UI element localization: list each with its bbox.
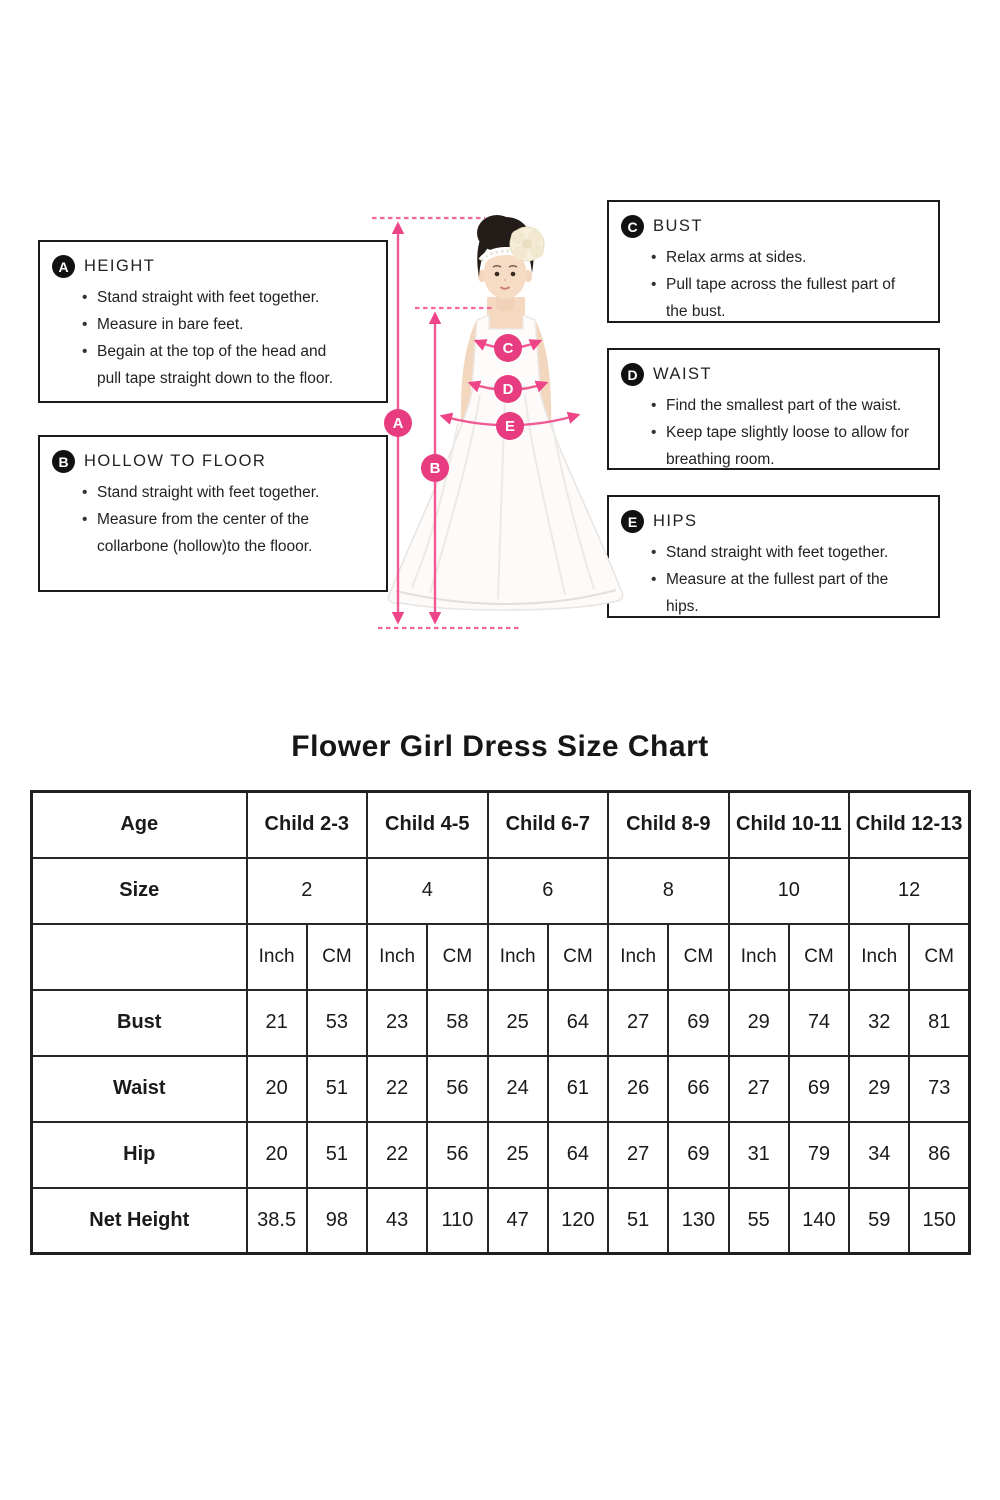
guide-box-height-header xyxy=(52,255,376,278)
table-cell: 69 xyxy=(668,990,728,1056)
unit-header: CM xyxy=(427,924,487,990)
table-cell: 64 xyxy=(548,990,608,1056)
table-cell: 25 xyxy=(488,1122,548,1188)
table-row-units xyxy=(32,924,970,990)
unit-header: Inch xyxy=(247,924,307,990)
bullet: • Pull tape across the fullest part of the bust. xyxy=(651,271,919,325)
table-cell: 29 xyxy=(729,990,789,1056)
size-value: 4 xyxy=(367,858,488,924)
age-row-header: Age xyxy=(32,792,247,858)
table-row-waist xyxy=(32,1056,970,1122)
girl-eye xyxy=(511,272,516,277)
guide-box-hips xyxy=(607,495,940,618)
table-cell: 20 xyxy=(247,1056,307,1122)
table-cell: 59 xyxy=(849,1188,909,1254)
size-value: 12 xyxy=(849,858,970,924)
bullet: • Stand straight with feet together. xyxy=(82,284,347,311)
guide-box-waist-bullets xyxy=(651,392,919,473)
table-cell: 51 xyxy=(307,1122,367,1188)
table-cell: 74 xyxy=(789,990,849,1056)
bullet: • Stand straight with feet together. xyxy=(651,539,919,566)
flower-ornament xyxy=(510,227,544,261)
table-row-bust xyxy=(32,990,970,1056)
table-cell: 86 xyxy=(909,1122,969,1188)
units-row-empty-cell xyxy=(32,924,247,990)
table-row-age xyxy=(32,792,970,858)
table-cell: 69 xyxy=(668,1122,728,1188)
flower-girl-figure xyxy=(360,195,650,660)
size-row-header: Size xyxy=(32,858,247,924)
unit-header: Inch xyxy=(367,924,427,990)
letter-b-badge: B xyxy=(52,450,75,473)
table-cell: 27 xyxy=(608,1122,668,1188)
unit-header: CM xyxy=(307,924,367,990)
table-cell: 73 xyxy=(909,1056,969,1122)
girl-eye xyxy=(495,272,500,277)
guide-box-height-title: HEIGHT xyxy=(84,257,156,275)
marker-c-letter: C xyxy=(502,340,514,357)
measuring-guide-section xyxy=(0,0,1000,700)
table-cell: 69 xyxy=(789,1056,849,1122)
age-col-header: Child 12-13 xyxy=(849,792,970,858)
guide-box-hollow-title: HOLLOW TO FLOOR xyxy=(84,452,267,470)
letter-d-badge: D xyxy=(621,363,644,386)
guide-box-hips-title: HIPS xyxy=(653,512,698,530)
guide-box-waist xyxy=(607,348,940,470)
bust-row-header: Bust xyxy=(32,990,247,1056)
table-cell: 51 xyxy=(307,1056,367,1122)
letter-c-badge: C xyxy=(621,215,644,238)
table-cell: 61 xyxy=(548,1056,608,1122)
guide-box-bust-bullets xyxy=(651,244,919,325)
size-value: 6 xyxy=(488,858,609,924)
table-cell: 79 xyxy=(789,1122,849,1188)
unit-header: CM xyxy=(789,924,849,990)
net-height-row-header: Net Height xyxy=(32,1188,247,1254)
table-cell: 55 xyxy=(729,1188,789,1254)
table-cell: 51 xyxy=(608,1188,668,1254)
guide-box-bust xyxy=(607,200,940,323)
unit-header: CM xyxy=(909,924,969,990)
bullet: • Relax arms at sides. xyxy=(651,244,919,271)
marker-d-letter: D xyxy=(502,381,514,398)
marker-e-letter: E xyxy=(504,418,516,435)
table-cell: 150 xyxy=(909,1188,969,1254)
waist-row-header: Waist xyxy=(32,1056,247,1122)
table-row-size xyxy=(32,858,970,924)
table-cell: 81 xyxy=(909,990,969,1056)
table-cell: 34 xyxy=(849,1122,909,1188)
guide-box-waist-title: WAIST xyxy=(653,365,713,383)
table-cell: 27 xyxy=(729,1056,789,1122)
size-value: 10 xyxy=(729,858,850,924)
letter-a-badge: A xyxy=(52,255,75,278)
guide-box-waist-header xyxy=(621,363,928,386)
size-chart-table xyxy=(30,790,971,1255)
table-cell: 32 xyxy=(849,990,909,1056)
age-col-header: Child 8-9 xyxy=(608,792,729,858)
table-cell: 130 xyxy=(668,1188,728,1254)
bullet: • Measure from the center of the collarbone (hollow)to the flooor. xyxy=(82,506,347,560)
table-cell: 22 xyxy=(367,1056,427,1122)
table-cell: 58 xyxy=(427,990,487,1056)
table-cell: 56 xyxy=(427,1056,487,1122)
table-cell: 31 xyxy=(729,1122,789,1188)
table-cell: 25 xyxy=(488,990,548,1056)
age-col-header: Child 2-3 xyxy=(247,792,368,858)
unit-header: Inch xyxy=(608,924,668,990)
guide-box-hollow-bullets xyxy=(82,479,347,560)
table-cell: 27 xyxy=(608,990,668,1056)
table-cell: 24 xyxy=(488,1056,548,1122)
table-cell: 22 xyxy=(367,1122,427,1188)
table-cell: 43 xyxy=(367,1188,427,1254)
unit-header: CM xyxy=(548,924,608,990)
table-cell: 56 xyxy=(427,1122,487,1188)
bullet: • Stand straight with feet together. xyxy=(82,479,347,506)
table-row-hip xyxy=(32,1122,970,1188)
unit-header: Inch xyxy=(849,924,909,990)
guide-box-bust-header xyxy=(621,215,928,238)
table-cell: 20 xyxy=(247,1122,307,1188)
table-cell: 38.5 xyxy=(247,1188,307,1254)
guide-box-height-bullets xyxy=(82,284,347,392)
guide-box-hips-header xyxy=(621,510,928,533)
bullet: • Measure at the fullest part of the hips. xyxy=(651,566,919,620)
table-cell: 53 xyxy=(307,990,367,1056)
unit-header: Inch xyxy=(729,924,789,990)
guide-box-height xyxy=(38,240,388,403)
table-cell: 98 xyxy=(307,1188,367,1254)
age-col-header: Child 4-5 xyxy=(367,792,488,858)
bullet: • Measure in bare feet. xyxy=(82,311,347,338)
size-value: 8 xyxy=(608,858,729,924)
table-cell: 23 xyxy=(367,990,427,1056)
table-cell: 29 xyxy=(849,1056,909,1122)
page-title: Flower Girl Dress Size Chart xyxy=(291,730,709,763)
letter-e-badge: E xyxy=(621,510,644,533)
table-cell: 64 xyxy=(548,1122,608,1188)
age-col-header: Child 10-11 xyxy=(729,792,850,858)
girl-illustration xyxy=(388,215,622,610)
bullet: • Keep tape slightly loose to allow for breathing room. xyxy=(651,419,919,473)
table-cell: 120 xyxy=(548,1188,608,1254)
bullet: • Find the smallest part of the waist. xyxy=(651,392,919,419)
marker-a-letter: A xyxy=(392,415,404,432)
age-col-header: Child 6-7 xyxy=(488,792,609,858)
unit-header: CM xyxy=(668,924,728,990)
table-row-net-height xyxy=(32,1188,970,1254)
guide-box-bust-title: BUST xyxy=(653,217,704,235)
guide-box-hips-bullets xyxy=(651,539,919,620)
table-cell: 110 xyxy=(427,1188,487,1254)
bullet: • Begain at the top of the head and pull tape straight down to the floor. xyxy=(82,338,347,392)
hip-row-header: Hip xyxy=(32,1122,247,1188)
size-value: 2 xyxy=(247,858,368,924)
table-cell: 26 xyxy=(608,1056,668,1122)
guide-box-hollow-to-floor xyxy=(38,435,388,592)
table-cell: 140 xyxy=(789,1188,849,1254)
guide-box-hollow-header xyxy=(52,450,376,473)
marker-b-letter: B xyxy=(429,460,441,477)
table-cell: 66 xyxy=(668,1056,728,1122)
unit-header: Inch xyxy=(488,924,548,990)
table-cell: 47 xyxy=(488,1188,548,1254)
table-cell: 21 xyxy=(247,990,307,1056)
